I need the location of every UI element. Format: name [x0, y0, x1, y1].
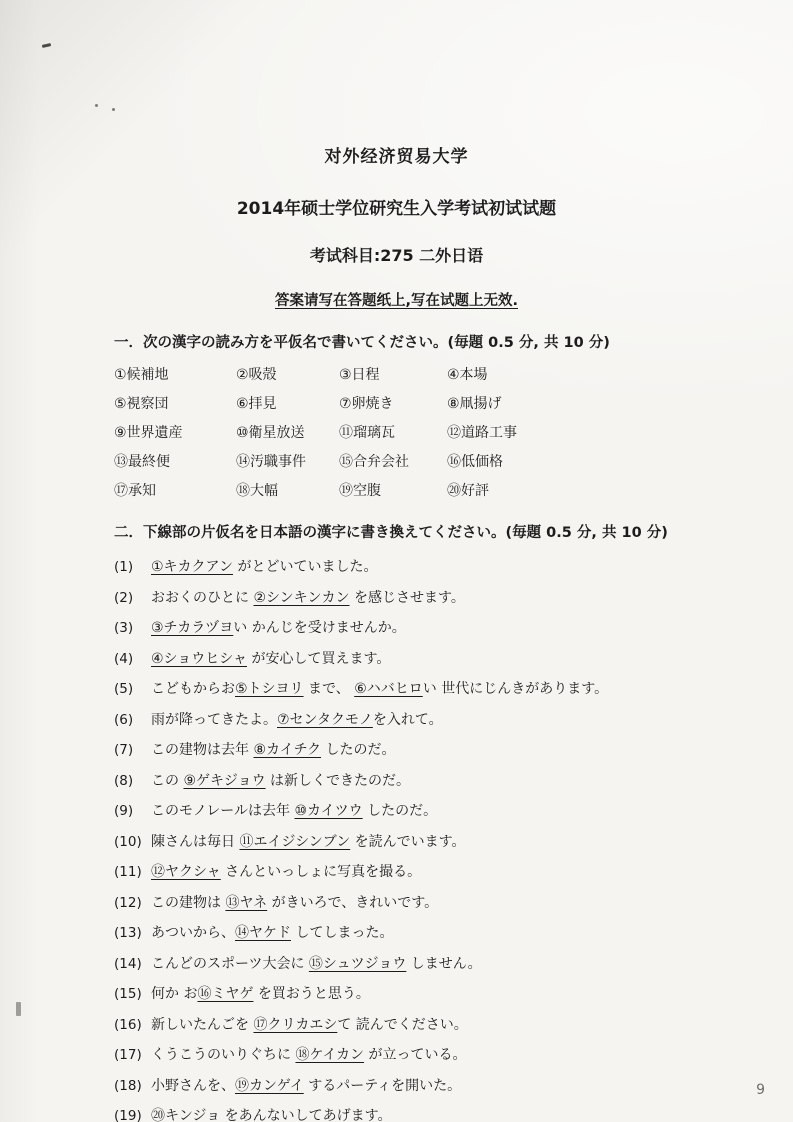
scan-artifact — [95, 104, 98, 107]
plain-text: は新しくできたのだ。 — [265, 772, 411, 789]
plain-text: こどもからお — [151, 681, 235, 697]
question-number: (9) — [114, 803, 134, 819]
question-list — [114, 556, 733, 1122]
kanji-item: ⑤視察団 — [114, 396, 169, 412]
plain-text: こんどのスポーツ大会に — [151, 955, 309, 972]
question-text — [151, 678, 608, 698]
scan-artifact — [112, 108, 115, 111]
exam-title: 2014年硕士学位研究生入学考试初试试题 — [236, 199, 557, 219]
document-header — [0, 0, 793, 310]
question-text — [151, 831, 466, 851]
underlined-katakana: ⑬ヤネ — [225, 894, 268, 911]
underlined-katakana: ⑤トシヨリ — [235, 681, 304, 697]
underlined-katakana: ⑪エイジシンブン — [239, 833, 351, 850]
question-text — [151, 1044, 467, 1064]
kanji-item: ①候補地 — [114, 367, 169, 383]
section2-heading: 二．下線部の片仮名を日本語の漢字に書き換えてください。(毎題 0.5 分, 共 10 分) — [114, 525, 668, 541]
kanji-item: ⑫道路工事 — [447, 425, 517, 441]
underlined-katakana: ⑭ヤケド — [235, 925, 291, 941]
underlined-katakana: ⑳キンジョ — [151, 1108, 221, 1122]
question-row — [114, 892, 733, 912]
scan-artifact — [16, 1002, 21, 1016]
plain-text: が立っている。 — [364, 1047, 467, 1063]
plain-text: 何か お — [151, 986, 198, 1002]
section1-heading: 一．次の漢字の読み方を平仮名で書いてください。(毎題 0.5 分, 共 10 分) — [114, 335, 610, 351]
underlined-katakana: ⑱ケイカン — [295, 1047, 365, 1063]
question-row — [114, 1075, 733, 1095]
question-number: (14) — [114, 955, 142, 972]
plain-text: この建物は去年 — [151, 742, 254, 758]
plain-text: 雨が降ってきたよ。 — [151, 711, 277, 728]
question-row — [114, 953, 733, 973]
question-row — [114, 770, 733, 790]
question-row — [114, 1044, 733, 1064]
question-text — [151, 1014, 468, 1034]
question-number: (17) — [114, 1047, 142, 1063]
kanji-item: ⑪瑠璃瓦 — [339, 425, 395, 441]
question-row — [114, 709, 733, 729]
question-number: (6) — [114, 711, 134, 728]
question-row — [114, 922, 733, 942]
question-number: (2) — [114, 589, 134, 606]
question-text — [151, 770, 410, 790]
question-row — [114, 800, 733, 820]
kanji-item: ⑩衛星放送 — [236, 425, 305, 441]
plain-text: い 世代にじんきがあります。 — [422, 681, 609, 697]
plain-text: をあんないしてあげます。 — [220, 1108, 392, 1122]
underlined-katakana: ⑮シュツジョウ — [308, 955, 407, 972]
plain-text: 陳さんは毎日 — [151, 833, 240, 850]
kanji-item: ⑧凧揚げ — [447, 396, 502, 412]
underlined-katakana: ③チカラヅヨ — [151, 620, 234, 636]
plain-text: おおくのひとに — [151, 589, 254, 606]
underlined-katakana: ⑫ヤクシャ — [151, 864, 221, 880]
question-number: (18) — [114, 1077, 142, 1094]
question-text — [151, 953, 482, 973]
question-row — [114, 831, 733, 851]
kanji-item: ⑨世界遺産 — [114, 425, 183, 441]
underlined-katakana: ⑨ゲキジョウ — [183, 772, 266, 789]
question-number: (8) — [114, 772, 134, 789]
kanji-item: ⑬最終便 — [114, 454, 170, 470]
question-number: (19) — [114, 1108, 142, 1122]
plain-text: を読んでいます。 — [350, 833, 466, 850]
underlined-katakana: ⑦センタクモノ — [277, 711, 373, 728]
kanji-item: ⑦卵焼き — [339, 396, 394, 412]
underlined-katakana: ⑧カイチク — [253, 742, 322, 758]
plain-text: するパーティを開いた。 — [303, 1077, 462, 1094]
question-number: (15) — [114, 986, 142, 1002]
plain-text: がとどいていました。 — [233, 559, 378, 575]
kanji-item: ⑭汚職事件 — [236, 454, 306, 470]
underlined-katakana: ⑩カイツウ — [294, 803, 363, 819]
question-text — [151, 739, 395, 759]
question-row — [114, 1105, 733, 1122]
question-number: (12) — [114, 894, 142, 911]
kanji-item: ④本場 — [447, 367, 488, 383]
underlined-katakana: ⑯ミヤゲ — [197, 986, 254, 1002]
exam-subject: 考试科目:275 二外日语 — [309, 246, 484, 265]
plain-text: この建物は — [151, 894, 226, 911]
underlined-katakana: ①キカクアン — [151, 559, 233, 575]
question-text — [151, 587, 465, 607]
question-text — [151, 861, 421, 881]
kanji-item: ③日程 — [339, 367, 380, 383]
question-number: (3) — [114, 620, 134, 636]
question-text — [151, 983, 370, 1003]
question-text — [151, 617, 406, 637]
plain-text: このモノレールは去年 — [151, 803, 295, 819]
kanji-item: ⑲空腹 — [339, 483, 381, 499]
plain-text: 小野さんを、 — [151, 1077, 235, 1094]
university-title: 对外经济贸易大学 — [324, 147, 469, 167]
question-text — [151, 922, 393, 942]
question-text — [151, 1075, 461, 1095]
plain-text: この — [151, 772, 184, 789]
plain-text: くうこうのいりぐちに — [151, 1047, 296, 1063]
underlined-katakana: ②シンキンカン — [253, 589, 350, 606]
question-number: (1) — [114, 559, 134, 575]
plain-text: を入れて。 — [372, 711, 443, 728]
underlined-katakana: ④ショウヒシャ — [151, 650, 247, 667]
plain-text: が安心して買えます。 — [247, 650, 391, 667]
question-row — [114, 739, 733, 759]
question-row — [114, 678, 733, 698]
plain-text: しません。 — [406, 955, 482, 972]
question-row — [114, 587, 733, 607]
question-number: (13) — [114, 925, 142, 941]
question-row — [114, 617, 733, 637]
question-text — [151, 648, 390, 668]
question-text — [151, 556, 377, 576]
kanji-item: ⑮合弁会社 — [339, 454, 409, 470]
question-row — [114, 861, 733, 881]
plain-text: してしまった。 — [291, 925, 394, 941]
kanji-grid — [114, 364, 733, 500]
question-row — [114, 648, 733, 668]
plain-text: あついから、 — [151, 925, 235, 941]
question-number: (4) — [114, 650, 134, 667]
exam-content — [0, 331, 793, 1122]
question-number: (11) — [114, 864, 142, 880]
plain-text: がきいろで、きれいです。 — [267, 894, 439, 911]
plain-text: したのだ。 — [321, 742, 396, 758]
plain-text: さんといっしょに写真を撮る。 — [220, 864, 422, 880]
plain-text: を買おうと思う。 — [253, 986, 370, 1002]
plain-text: を感じさせます。 — [349, 589, 465, 606]
kanji-item: ⑰承知 — [114, 483, 156, 499]
question-row — [114, 556, 733, 576]
question-number: (16) — [114, 1016, 142, 1033]
underlined-katakana: ⑲カンゲイ — [235, 1077, 304, 1094]
plain-text: 新しいたんごを — [151, 1016, 254, 1033]
kanji-item: ⑱大幅 — [236, 483, 278, 499]
plain-text: まで、 — [303, 681, 355, 697]
kanji-item: ⑳好評 — [447, 483, 489, 499]
kanji-item: ⑯低価格 — [447, 454, 503, 470]
question-text — [151, 709, 443, 729]
answer-sheet-notice: 答案请写在答题纸上,写在试题上无效. — [274, 293, 518, 309]
underlined-katakana: ⑰クリカエシ — [253, 1016, 338, 1033]
kanji-item: ⑥拝見 — [236, 396, 277, 412]
question-number: (5) — [114, 681, 134, 697]
question-text — [151, 1105, 392, 1122]
plain-text: したのだ。 — [362, 803, 438, 819]
question-number: (10) — [114, 833, 142, 850]
underlined-katakana: ⑥ハバヒロ — [354, 681, 423, 697]
question-text — [151, 800, 437, 820]
question-number: (7) — [114, 742, 134, 758]
question-text — [151, 892, 438, 912]
question-row — [114, 1014, 733, 1034]
plain-text: い かんじを受けませんか。 — [233, 620, 406, 636]
kanji-item: ②吸殻 — [236, 367, 277, 383]
plain-text: て 読んでください。 — [337, 1016, 468, 1033]
page-number: 9 — [756, 1082, 765, 1098]
question-row — [114, 983, 733, 1003]
